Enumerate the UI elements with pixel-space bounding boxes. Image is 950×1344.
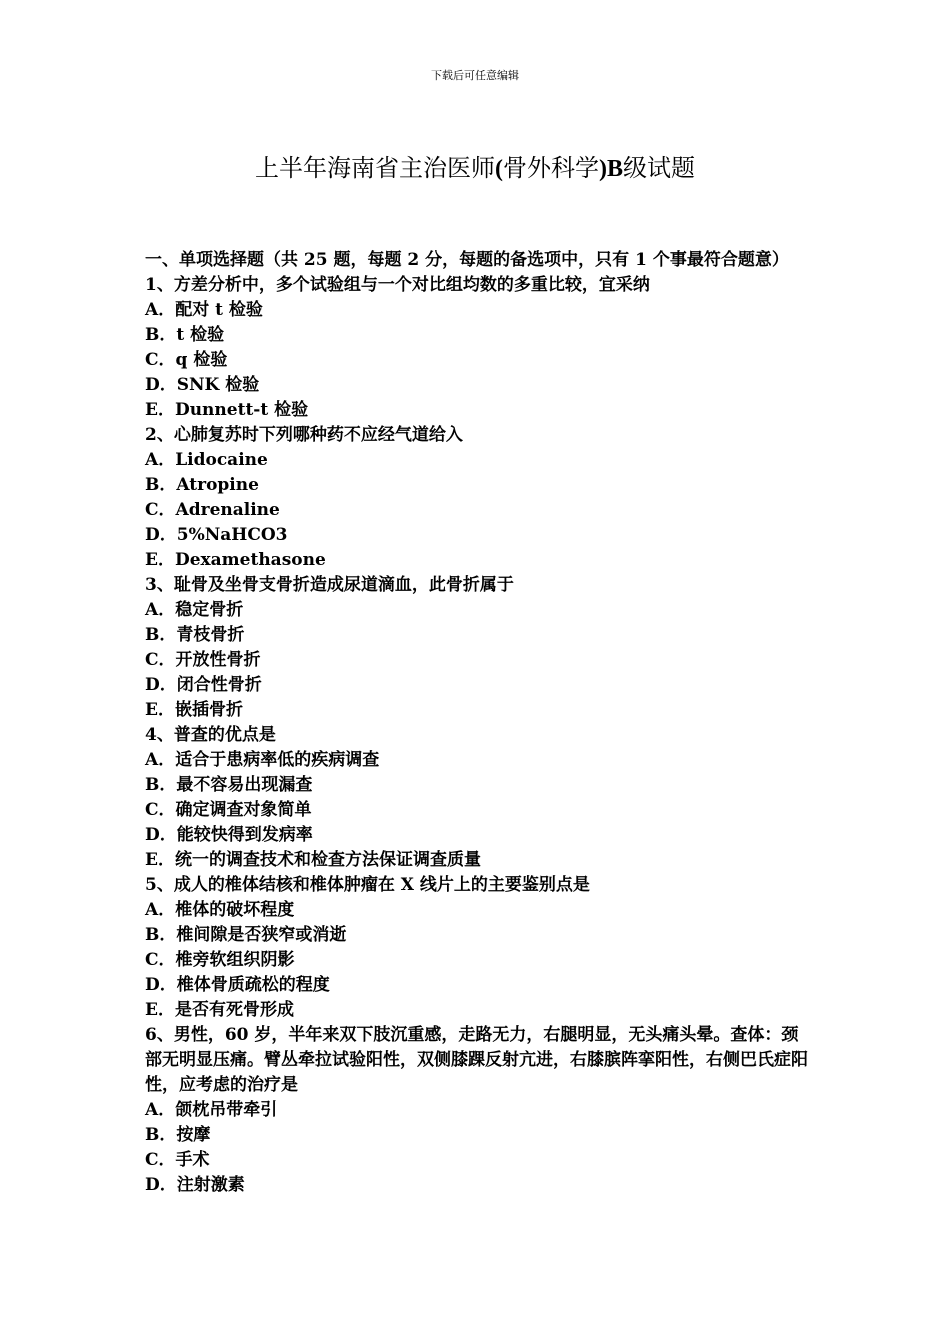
option-item: E．是否有死骨形成 bbox=[145, 1000, 294, 1020]
option-item: C．椎旁软组织阴影 bbox=[145, 950, 295, 970]
option-item: C．q 检验 bbox=[145, 350, 228, 370]
option-item: E．Dunnett-t 检验 bbox=[145, 400, 309, 420]
title-part-3: 骨外科学 bbox=[503, 154, 599, 182]
option-item: E．Dexamethasone bbox=[145, 550, 326, 570]
option-item: E．嵌插骨折 bbox=[145, 700, 243, 720]
option-item: C．开放性骨折 bbox=[145, 650, 261, 670]
option-item: C．Adrenaline bbox=[145, 500, 280, 520]
option-item: D．能较快得到发病率 bbox=[145, 825, 313, 845]
option-item: B．椎间隙是否狭窄或消逝 bbox=[145, 925, 347, 945]
section-heading: 一、单项选择题（共 25 题，每题 2 分，每题的备选项中，只有 1 个事最符合题意） bbox=[145, 250, 789, 270]
question-stem: 1、方差分析中，多个试验组与一个对比组均数的多重比较，宜采纳 bbox=[145, 275, 650, 295]
document-body bbox=[145, 248, 810, 1198]
option-item: B．按摩 bbox=[145, 1125, 211, 1145]
option-item: A．Lidocaine bbox=[145, 450, 268, 470]
option-item: A．适合于患病率低的疾病调查 bbox=[145, 750, 380, 770]
option-item: A．椎体的破坏程度 bbox=[145, 900, 295, 920]
option-item: D．注射激素 bbox=[145, 1175, 245, 1195]
option-item: D．5%NaHCO3 bbox=[145, 525, 288, 545]
option-item: D．闭合性骨折 bbox=[145, 675, 262, 695]
title-part-5: 级试题 bbox=[623, 154, 695, 182]
title-part-1: 上半年海南省主治医师 bbox=[255, 154, 495, 182]
option-item: B．最不容易出现漏查 bbox=[145, 775, 313, 795]
question-stem: 2、心肺复苏时下列哪种药不应经气道给入 bbox=[145, 425, 463, 445]
option-item: B．Atropine bbox=[145, 475, 259, 495]
title-part-4: )B bbox=[599, 156, 623, 182]
option-item: C．手术 bbox=[145, 1150, 210, 1170]
question-stem: 6、男性，60 岁，半年来双下肢沉重感，走路无力，右腿明显，无头痛头晕。查体：颈部无明显压痛。臂丛牵拉试验阳性，双侧膝踝反射亢进，右膝膑阵挛阳性，右侧巴氏症阳性，应考虑的治疗是 bbox=[145, 1025, 808, 1095]
option-item: C．确定调查对象简单 bbox=[145, 800, 312, 820]
option-item: A．配对 t 检验 bbox=[145, 300, 263, 320]
header-note: 下载后可任意编辑 bbox=[431, 69, 519, 82]
option-item: B．t 检验 bbox=[145, 325, 225, 345]
option-item: D．SNK 检验 bbox=[145, 375, 260, 395]
title-part-2: ( bbox=[495, 156, 503, 182]
document-title bbox=[0, 148, 950, 189]
option-item: B．青枝骨折 bbox=[145, 625, 245, 645]
option-item: A．颌枕吊带牵引 bbox=[145, 1100, 278, 1120]
option-item: D．椎体骨质疏松的程度 bbox=[145, 975, 330, 995]
question-stem: 5、成人的椎体结核和椎体肿瘤在 X 线片上的主要鉴别点是 bbox=[145, 875, 590, 895]
question-stem: 4、普查的优点是 bbox=[145, 725, 276, 745]
question-stem: 3、耻骨及坐骨支骨折造成尿道滴血，此骨折属于 bbox=[145, 575, 514, 595]
option-item: A．稳定骨折 bbox=[145, 600, 244, 620]
option-item: E．统一的调查技术和检查方法保证调查质量 bbox=[145, 850, 481, 870]
